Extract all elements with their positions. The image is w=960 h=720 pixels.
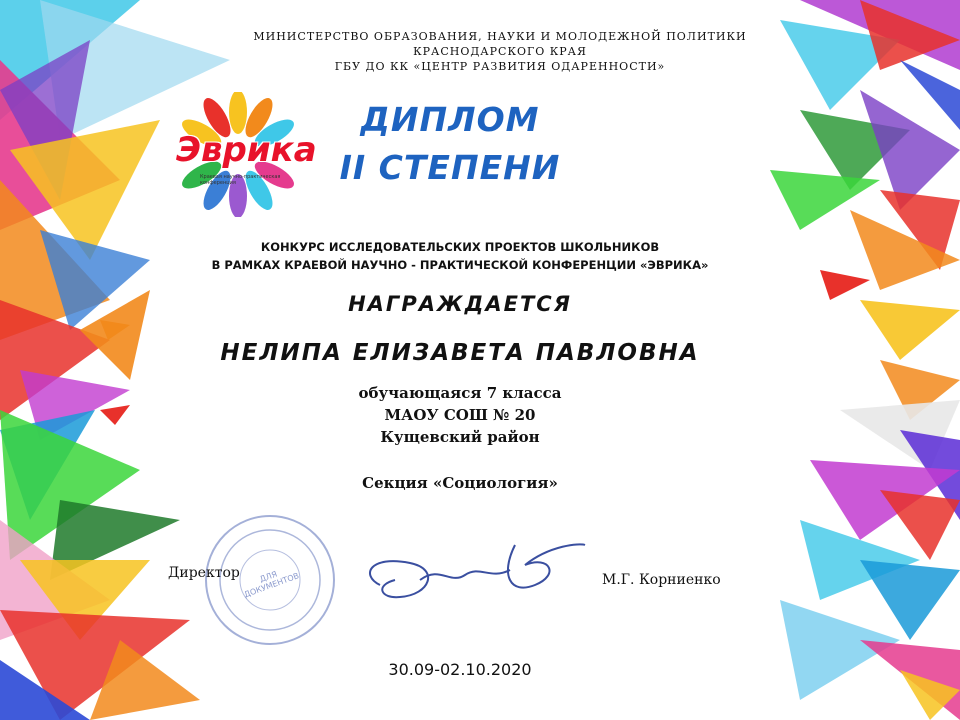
diploma-degree: II СТЕПЕНИ: [339, 148, 561, 187]
logo-text: Эврика: [176, 130, 317, 170]
recipient-district: Кущевский район: [380, 428, 540, 446]
handwritten-signature: [350, 535, 590, 615]
recipient-school: МАОУ СОШ № 20: [384, 406, 536, 424]
header-line-1: МИНИСТЕРСТВО ОБРАЗОВАНИЯ, НАУКИ И МОЛОДЕЖНОЙ ПОЛИТИКИ: [253, 30, 747, 43]
contest-section: Секция «Социология»: [362, 474, 558, 492]
recipient-name: НЕЛИПА ЕЛИЗАВЕТА ПАВЛОВНА: [220, 340, 700, 366]
awarded-label: НАГРАЖДАЕТСЯ: [348, 292, 572, 316]
recipient-grade: обучающаяся 7 класса: [358, 384, 562, 402]
contest-line-1: КОНКУРС ИССЛЕДОВАТЕЛЬСКИХ ПРОЕКТОВ ШКОЛЬНИКОВ: [260, 240, 660, 254]
header-line-2: КРАСНОДАРСКОГО КРАЯ: [413, 45, 587, 58]
eureka-logo: [170, 92, 320, 217]
header-line-3: ГБУ ДО КК «ЦЕНТР РАЗВИТИЯ ОДАРЕННОСТИ»: [334, 60, 666, 73]
signature-role: Директор: [168, 565, 240, 581]
event-dates: 30.09-02.10.2020: [388, 660, 532, 679]
right-decor: [770, 0, 960, 720]
diploma-title: ДИПЛОМ: [360, 100, 540, 139]
stamp-text: ДЛЯ ДОКУМЕНТОВ: [242, 569, 301, 600]
logo-subtext: Краевая научно-практическая конференция: [200, 174, 281, 186]
director-name: М.Г. Корниенко: [602, 572, 721, 588]
contest-line-2: В РАМКАХ КРАЕВОЙ НАУЧНО - ПРАКТИЧЕСКОЙ КОНФЕРЕНЦИИ «ЭВРИКА»: [211, 258, 709, 272]
